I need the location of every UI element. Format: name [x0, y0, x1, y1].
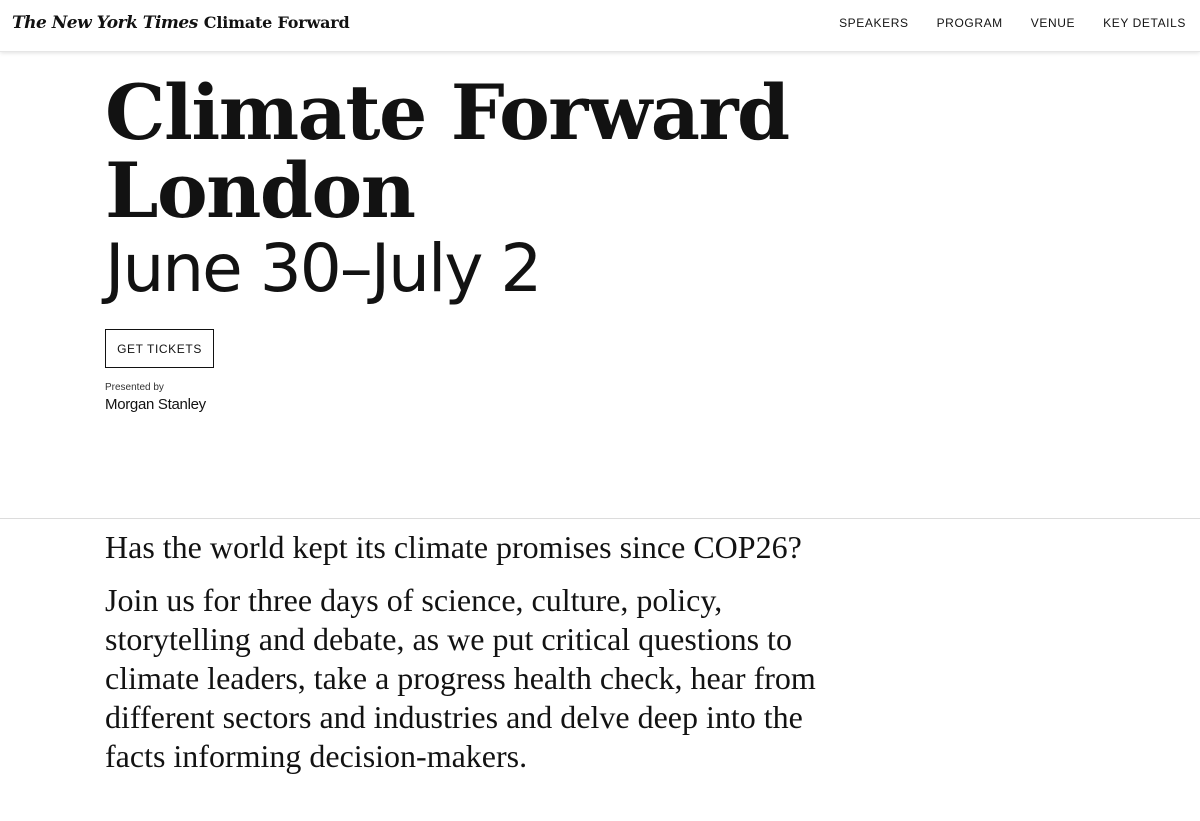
sponsor-name: Morgan Stanley [105, 396, 206, 413]
brand[interactable] [12, 13, 349, 33]
title-line-1: Climate Forward [105, 68, 789, 157]
nav-link-speakers[interactable]: SPEAKERS [839, 16, 909, 30]
sponsor-block [105, 382, 206, 414]
get-tickets-button[interactable]: GET TICKETS [105, 329, 214, 368]
nav-link-venue[interactable]: VENUE [1030, 16, 1076, 30]
event-logo[interactable]: Climate Forward [203, 13, 350, 32]
title-line-2: London [105, 146, 415, 235]
nav-link-key-details[interactable]: KEY DETAILS [1103, 16, 1186, 30]
section-divider [0, 518, 1200, 519]
event-dates: June 30–July 2 [105, 230, 541, 307]
page-title [105, 68, 865, 235]
top-navigation-bar [0, 0, 1200, 52]
nyt-logo[interactable]: The New York Times [12, 13, 198, 33]
intro-body: Join us for three days of science, culture, policy, storytelling and debate, as we put critical questions to climate leaders, take a progress health check, hear from different sectors and industries and delve deep into the facts informing decision-makers. [105, 582, 816, 774]
presented-by-label: Presented by [105, 382, 164, 393]
hero-section [105, 68, 865, 307]
intro-question: Has the world kept its climate promises since COP26? [105, 529, 802, 565]
main-nav [839, 16, 1186, 30]
intro-section [105, 527, 865, 776]
nav-link-program[interactable]: PROGRAM [936, 16, 1003, 30]
